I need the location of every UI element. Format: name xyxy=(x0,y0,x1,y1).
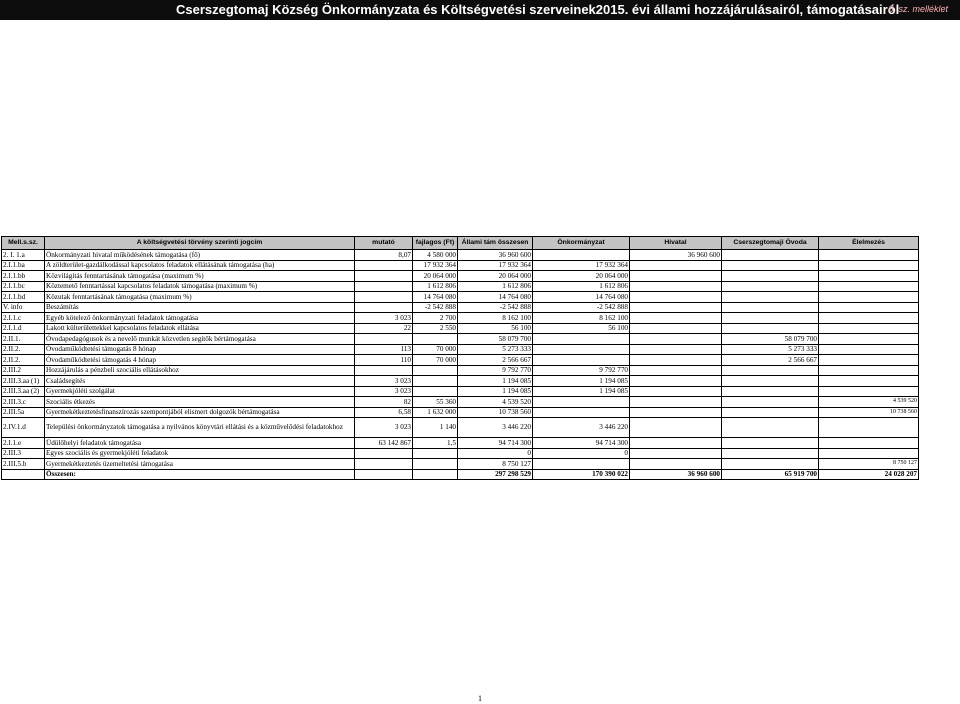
cell-fajlagos: -2 542 888 xyxy=(413,302,458,313)
cell-total: 36 960 600 xyxy=(458,250,533,261)
table-row xyxy=(2,281,919,292)
cell-hivatal xyxy=(630,313,722,324)
cell-total: 4 539 520 xyxy=(458,397,533,408)
cell-fajlagos xyxy=(413,376,458,387)
cell-fajlagos: 1,5 xyxy=(413,438,458,449)
cell-hivatal xyxy=(630,302,722,313)
cell-desc: Óvodaműködtetési támogatás 8 hónap xyxy=(45,344,355,355)
cell-ovoda: 58 079 700 xyxy=(722,334,819,345)
cell-total: 8 162 100 xyxy=(458,313,533,324)
table-row xyxy=(2,386,919,397)
cell-fajlagos: 1 632 000 xyxy=(413,407,458,418)
cell-hivatal xyxy=(630,407,722,418)
cell-mutato: 3 023 xyxy=(355,313,413,324)
cell-fajlagos xyxy=(413,386,458,397)
cell-ovoda xyxy=(722,438,819,449)
table-row xyxy=(2,355,919,366)
cell-code: 2.III.3.c xyxy=(2,397,45,408)
cell-fajlagos: 70 000 xyxy=(413,355,458,366)
table-row xyxy=(2,407,919,418)
cell-ovoda: 5 273 333 xyxy=(722,344,819,355)
cell-mutato xyxy=(355,271,413,282)
total-sum: 297 298 529 xyxy=(458,469,533,480)
cell-onk: 0 xyxy=(533,448,630,459)
cell-desc: Üdülőhelyi feladatok támogatása xyxy=(45,438,355,449)
cell-total: 94 714 300 xyxy=(458,438,533,449)
cell-onk xyxy=(533,344,630,355)
cell-onk: 20 064 000 xyxy=(533,271,630,282)
cell-mutato: 22 xyxy=(355,323,413,334)
cell-elelmezes xyxy=(819,334,919,345)
cell-desc: Köztemető fenntartással kapcsolatos feladatok támogatása (maximum %) xyxy=(45,281,355,292)
cell-mutato xyxy=(355,365,413,376)
cell-mutato: 3 023 xyxy=(355,418,413,438)
cell-elelmezes xyxy=(819,344,919,355)
table-row xyxy=(2,448,919,459)
table-row xyxy=(2,344,919,355)
table-row xyxy=(2,418,919,438)
cell-hivatal xyxy=(630,438,722,449)
cell-desc: Gyermekjóléti szolgálat xyxy=(45,386,355,397)
cell-desc: Beszámítás xyxy=(45,302,355,313)
cell-total: 17 932 364 xyxy=(458,260,533,271)
cell-onk xyxy=(533,397,630,408)
cell-total: 14 764 080 xyxy=(458,292,533,303)
table-row xyxy=(2,459,919,470)
cell-elelmezes xyxy=(819,376,919,387)
cell-ovoda xyxy=(722,313,819,324)
cell-total: 58 079 700 xyxy=(458,334,533,345)
cell-ovoda xyxy=(722,448,819,459)
cell-code: 2. I. 1.a xyxy=(2,250,45,261)
cell-fajlagos: 2 550 xyxy=(413,323,458,334)
cell-elelmezes: 8 750 127 xyxy=(819,459,919,470)
cell-elelmezes xyxy=(819,281,919,292)
cell-total: 56 100 xyxy=(458,323,533,334)
budget-table xyxy=(1,236,919,480)
cell-elelmezes xyxy=(819,418,919,438)
cell-desc: Települési önkormányzatok támogatása a nyilvános könyvtári ellátási és a közművelődési feladatokhoz xyxy=(45,418,355,438)
column-header: Mell.s.sz. xyxy=(2,237,45,250)
cell-mutato: 8,07 xyxy=(355,250,413,261)
cell-mutato xyxy=(355,281,413,292)
cell-desc: Gyermekétkeztetés üzemeltetési támogatása xyxy=(45,459,355,470)
cell-elelmezes xyxy=(819,260,919,271)
cell-mutato: 3 023 xyxy=(355,376,413,387)
cell-ovoda xyxy=(722,292,819,303)
cell-ovoda xyxy=(722,376,819,387)
cell-elelmezes xyxy=(819,448,919,459)
cell-elelmezes xyxy=(819,365,919,376)
total-elelmezes: 24 028 207 xyxy=(819,469,919,480)
cell-desc: Egyéb kötelező önkormányzati feladatok támogatása xyxy=(45,313,355,324)
cell-hivatal xyxy=(630,260,722,271)
cell-code: 2.III.5.b xyxy=(2,459,45,470)
cell-fajlagos: 1 612 806 xyxy=(413,281,458,292)
cell-code: 2.I.1.c xyxy=(2,313,45,324)
cell-elelmezes xyxy=(819,250,919,261)
cell-onk: 94 714 300 xyxy=(533,438,630,449)
table-header-row xyxy=(2,237,919,250)
cell-hivatal xyxy=(630,355,722,366)
cell-ovoda xyxy=(722,407,819,418)
cell-hivatal xyxy=(630,397,722,408)
cell-mutato xyxy=(355,334,413,345)
cell-onk: 17 932 364 xyxy=(533,260,630,271)
cell-code: 2.III.3.aa (1) xyxy=(2,376,45,387)
cell-fajlagos: 2 700 xyxy=(413,313,458,324)
cell-elelmezes xyxy=(819,271,919,282)
cell-fajlagos: 4 580 000 xyxy=(413,250,458,261)
cell-elelmezes xyxy=(819,313,919,324)
cell-mutato: 110 xyxy=(355,355,413,366)
cell-ovoda xyxy=(722,365,819,376)
table-row xyxy=(2,334,919,345)
cell-total: 1 194 085 xyxy=(458,386,533,397)
total-cell-mutato xyxy=(355,469,413,480)
cell-onk: 1 194 085 xyxy=(533,376,630,387)
cell-code: 2.III.5a xyxy=(2,407,45,418)
cell-ovoda xyxy=(722,386,819,397)
cell-fajlagos: 55 360 xyxy=(413,397,458,408)
cell-hivatal xyxy=(630,271,722,282)
cell-code: 2.III.2 xyxy=(2,365,45,376)
cell-onk xyxy=(533,355,630,366)
cell-desc: Közutak fenntartásának támogatása (maximum %) xyxy=(45,292,355,303)
table-row xyxy=(2,438,919,449)
cell-elelmezes xyxy=(819,355,919,366)
cell-code: 2.I.1.d xyxy=(2,323,45,334)
title-bar xyxy=(0,0,960,20)
column-header: Cserszegtomaji Óvoda xyxy=(722,237,819,250)
cell-mutato: 82 xyxy=(355,397,413,408)
cell-elelmezes xyxy=(819,302,919,313)
cell-onk: 1 612 806 xyxy=(533,281,630,292)
cell-hivatal xyxy=(630,376,722,387)
cell-ovoda xyxy=(722,302,819,313)
cell-ovoda xyxy=(722,323,819,334)
cell-hivatal xyxy=(630,365,722,376)
cell-elelmezes xyxy=(819,438,919,449)
cell-fajlagos xyxy=(413,448,458,459)
cell-total: 2 566 667 xyxy=(458,355,533,366)
table-row xyxy=(2,376,919,387)
cell-elelmezes xyxy=(819,323,919,334)
cell-fajlagos: 20 064 000 xyxy=(413,271,458,282)
total-cell-code xyxy=(2,469,45,480)
cell-code: 2.I.1.ba xyxy=(2,260,45,271)
cell-onk: 3 446 220 xyxy=(533,418,630,438)
table-row xyxy=(2,302,919,313)
cell-total: 20 064 000 xyxy=(458,271,533,282)
cell-desc: Szociális étkezés xyxy=(45,397,355,408)
cell-fajlagos: 17 932 364 xyxy=(413,260,458,271)
cell-mutato: 3 023 xyxy=(355,386,413,397)
table-row xyxy=(2,271,919,282)
page-number: 1 xyxy=(478,694,482,703)
cell-mutato xyxy=(355,302,413,313)
cell-hivatal xyxy=(630,281,722,292)
cell-code: 2.III.3 xyxy=(2,448,45,459)
cell-onk: 14 764 080 xyxy=(533,292,630,303)
cell-onk xyxy=(533,334,630,345)
cell-onk xyxy=(533,407,630,418)
column-header: mutató xyxy=(355,237,413,250)
cell-total: 9 792 770 xyxy=(458,365,533,376)
total-row xyxy=(2,469,919,480)
cell-code: 2.I.1.bb xyxy=(2,271,45,282)
total-hivatal: 36 960 600 xyxy=(630,469,722,480)
cell-desc: Egyes szociális és gyermekjóléti feladatok xyxy=(45,448,355,459)
table-row xyxy=(2,250,919,261)
column-header: fajlagos (Ft) xyxy=(413,237,458,250)
cell-total: 1 612 806 xyxy=(458,281,533,292)
cell-fajlagos: 1 140 xyxy=(413,418,458,438)
cell-mutato: 63 142 867 xyxy=(355,438,413,449)
cell-ovoda xyxy=(722,459,819,470)
cell-onk: 1 194 085 xyxy=(533,386,630,397)
cell-desc: Családsegítés xyxy=(45,376,355,387)
cell-fajlagos: 70 000 xyxy=(413,344,458,355)
cell-mutato: 6,58 xyxy=(355,407,413,418)
cell-desc: Lakott külterülettekkel kapcsolatos feladatok ellátása xyxy=(45,323,355,334)
cell-total: 0 xyxy=(458,448,533,459)
table-row xyxy=(2,313,919,324)
cell-code: 2.II.1. xyxy=(2,334,45,345)
total-label: Összesen: xyxy=(45,469,355,480)
cell-ovoda: 2 566 667 xyxy=(722,355,819,366)
cell-ovoda xyxy=(722,250,819,261)
cell-code: 2.I.1.bd xyxy=(2,292,45,303)
cell-elelmezes: 10 738 560 xyxy=(819,407,919,418)
cell-code: 2.I.1.e xyxy=(2,438,45,449)
table-row xyxy=(2,260,919,271)
cell-desc: Önkormányzati hivatal működésének támogatása (fő) xyxy=(45,250,355,261)
cell-code: V. info xyxy=(2,302,45,313)
total-ovoda: 65 919 700 xyxy=(722,469,819,480)
cell-mutato xyxy=(355,292,413,303)
column-header: A költségvetési törvény szerinti jogcím xyxy=(45,237,355,250)
cell-ovoda xyxy=(722,271,819,282)
cell-hivatal xyxy=(630,292,722,303)
table-row xyxy=(2,365,919,376)
cell-mutato: 113 xyxy=(355,344,413,355)
cell-desc: A zöldterület-gazdálkodással kapcsolatos feladatok ellátásának támogatása (ha) xyxy=(45,260,355,271)
total-onkormanyzat: 170 390 022 xyxy=(533,469,630,480)
cell-mutato xyxy=(355,459,413,470)
cell-onk: 9 792 770 xyxy=(533,365,630,376)
cell-hivatal: 36 960 600 xyxy=(630,250,722,261)
cell-mutato xyxy=(355,260,413,271)
cell-total: 3 446 220 xyxy=(458,418,533,438)
cell-desc: Óvodaműködtetési támogatás 4 hónap xyxy=(45,355,355,366)
cell-hivatal xyxy=(630,459,722,470)
cell-hivatal xyxy=(630,418,722,438)
cell-elelmezes xyxy=(819,292,919,303)
cell-elelmezes xyxy=(819,386,919,397)
document-title: Cserszegtomaj Község Önkormányzata és Költségvetési szerveinek2015. évi állami hozzájárulásairól, támogatásairól xyxy=(176,2,900,17)
total-cell-fajlagos xyxy=(413,469,458,480)
cell-ovoda xyxy=(722,418,819,438)
table-row xyxy=(2,292,919,303)
cell-onk: -2 542 888 xyxy=(533,302,630,313)
cell-code: 2.II.2. xyxy=(2,355,45,366)
cell-desc: Gyermekétkeztetésfinanszírozás szempontjából elismert dolgozók bértámogatása xyxy=(45,407,355,418)
cell-desc: Közvilágítás fenntartásának támogatása (maximum %) xyxy=(45,271,355,282)
cell-desc: Óvodapedagógusok és a nevelő munkát közvetlen segítők bértámogatása xyxy=(45,334,355,345)
cell-fajlagos xyxy=(413,365,458,376)
column-header: Hivatal xyxy=(630,237,722,250)
cell-onk: 56 100 xyxy=(533,323,630,334)
cell-hivatal xyxy=(630,344,722,355)
cell-fajlagos: 14 764 080 xyxy=(413,292,458,303)
cell-hivatal xyxy=(630,323,722,334)
cell-total: -2 542 888 xyxy=(458,302,533,313)
cell-ovoda xyxy=(722,260,819,271)
column-header: Önkormányzat xyxy=(533,237,630,250)
table-row xyxy=(2,397,919,408)
column-header: Élelmezés xyxy=(819,237,919,250)
table-row xyxy=(2,323,919,334)
cell-ovoda xyxy=(722,397,819,408)
annex-label: 8. sz. melléklet xyxy=(888,4,948,14)
cell-hivatal xyxy=(630,448,722,459)
cell-fajlagos xyxy=(413,459,458,470)
cell-fajlagos xyxy=(413,334,458,345)
cell-onk xyxy=(533,459,630,470)
cell-desc: Hozzájárulás a pénzbeli szociális ellátásokhoz xyxy=(45,365,355,376)
cell-code: 2.III.3.aa (2) xyxy=(2,386,45,397)
cell-hivatal xyxy=(630,334,722,345)
cell-onk xyxy=(533,250,630,261)
cell-total: 1 194 085 xyxy=(458,376,533,387)
cell-mutato xyxy=(355,448,413,459)
cell-code: 2.II.2. xyxy=(2,344,45,355)
cell-elelmezes: 4 539 520 xyxy=(819,397,919,408)
column-header: Állami tám összesen xyxy=(458,237,533,250)
cell-ovoda xyxy=(722,281,819,292)
cell-code: 2.I.1.bc xyxy=(2,281,45,292)
cell-onk: 8 162 100 xyxy=(533,313,630,324)
cell-total: 5 273 333 xyxy=(458,344,533,355)
cell-hivatal xyxy=(630,386,722,397)
cell-code: 2.IV.1.d xyxy=(2,418,45,438)
cell-total: 8 750 127 xyxy=(458,459,533,470)
cell-total: 10 738 560 xyxy=(458,407,533,418)
